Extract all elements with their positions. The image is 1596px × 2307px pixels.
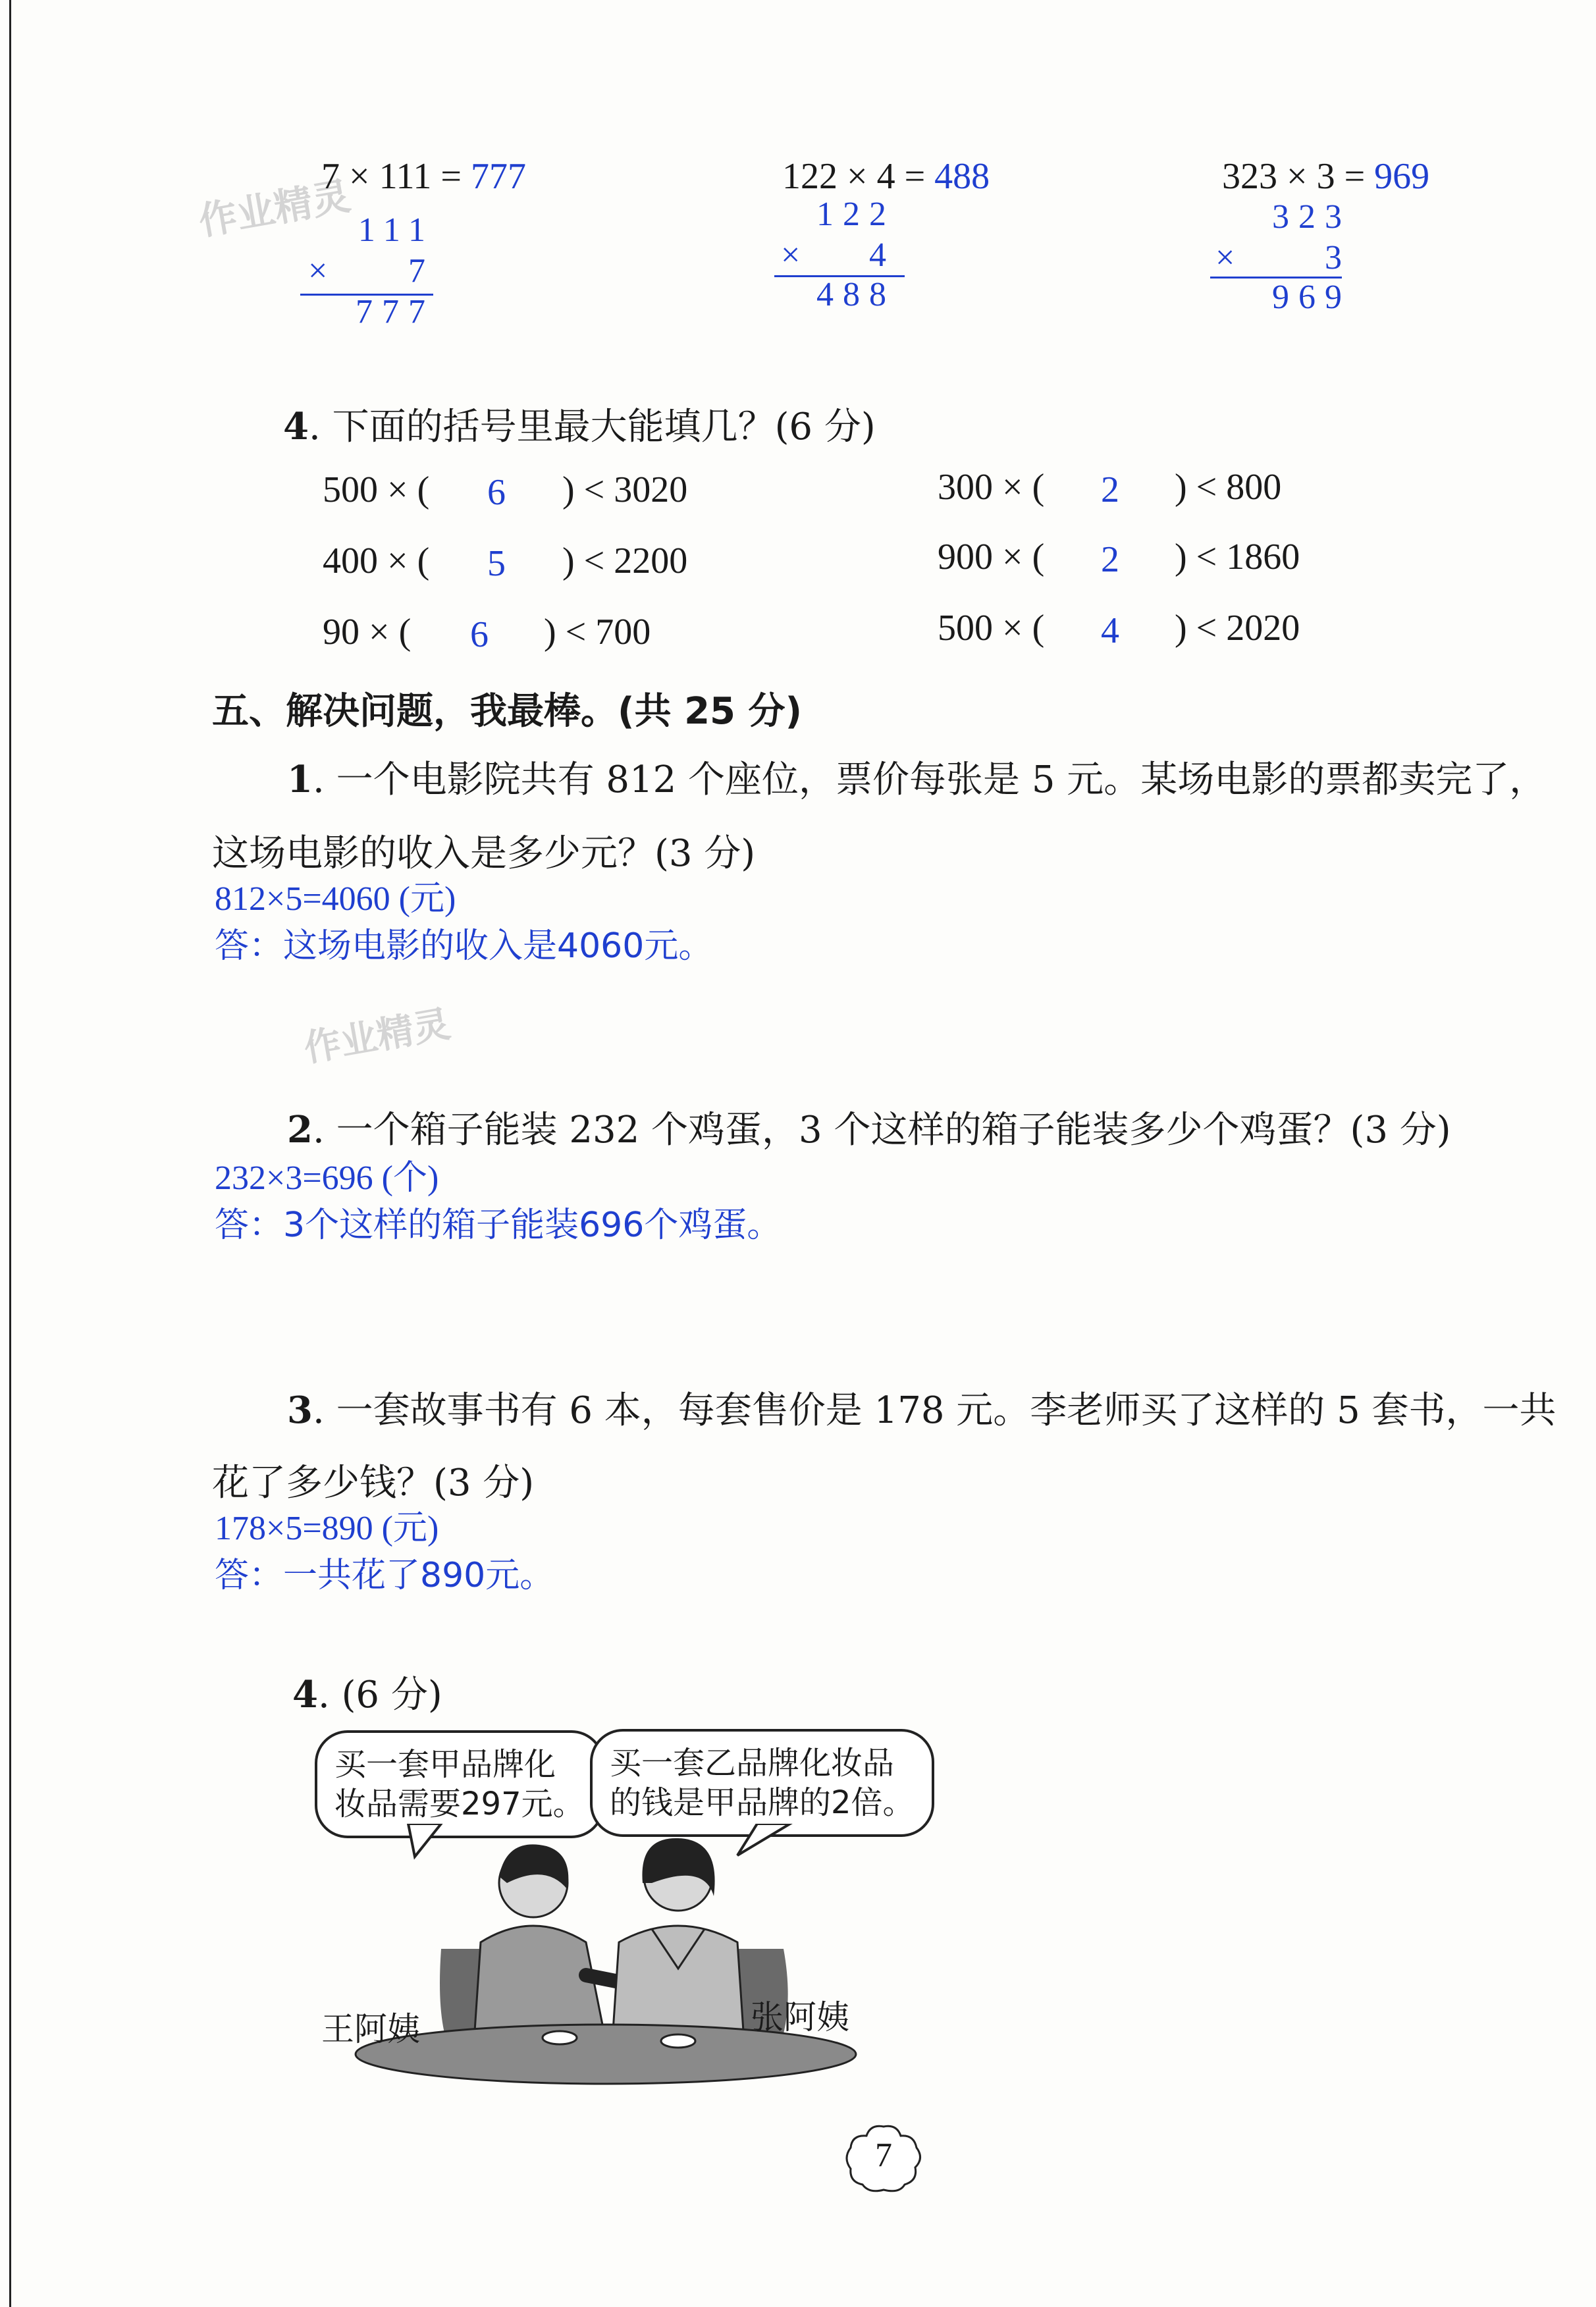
equation-answer: 969 bbox=[1374, 156, 1430, 197]
problem-text: . 一套故事书有 6 本，每套售价是 178 元。李老师买了这样的 5 套书，一共 bbox=[312, 1389, 1556, 1432]
fill-row: 400 × ( bbox=[323, 541, 430, 581]
fill-answer: 5 bbox=[487, 543, 506, 584]
watermark: 作业精灵 bbox=[300, 1002, 454, 1071]
equation: 7 × 111 = bbox=[321, 156, 462, 197]
bubble-line: 买一套甲品牌化 bbox=[334, 1746, 556, 1783]
bubble-line: 妆品需要297元。 bbox=[334, 1786, 585, 1822]
calc-bottom: 3 bbox=[1325, 239, 1351, 277]
section-heading: 五、解决问题，我最棒。(共 25 分) bbox=[212, 690, 803, 733]
fill-answer: 4 bbox=[1101, 610, 1119, 651]
problem-1-line1 bbox=[287, 751, 1546, 803]
speech-bubble-zhang bbox=[590, 1729, 934, 1837]
fill-row: 90 × ( bbox=[323, 612, 412, 652]
fill-answer: 6 bbox=[487, 472, 506, 513]
vertical-calc-1 bbox=[321, 155, 526, 198]
calc-result: 488 bbox=[816, 276, 895, 313]
fill-row-tail: ) < 2200 bbox=[562, 541, 688, 581]
fill-row-tail: ) < 1860 bbox=[1175, 537, 1300, 577]
problem-number: 3 bbox=[287, 1389, 313, 1432]
calc-top: 122 bbox=[816, 196, 895, 233]
multiply-sign: × bbox=[308, 252, 328, 290]
calc-top: 323 bbox=[1272, 198, 1351, 236]
bubble-line: 买一套乙品牌化妆品 bbox=[610, 1745, 895, 1782]
problem-4-title bbox=[292, 1666, 442, 1718]
multiply-sign: × bbox=[1215, 239, 1235, 277]
question-number: 4 bbox=[283, 405, 309, 448]
problem-2-calc: 232×3=696 (个) bbox=[215, 1159, 439, 1197]
equation-answer: 488 bbox=[934, 156, 990, 197]
calc-bottom: 7 bbox=[408, 252, 435, 290]
bubble-line: 的钱是甲品牌的2倍。 bbox=[610, 1784, 915, 1821]
teacup-left bbox=[543, 2031, 577, 2044]
fill-row-tail: ) < 800 bbox=[1175, 467, 1282, 508]
name-label-wang: 王阿姨 bbox=[321, 2010, 420, 2048]
calc-result: 969 bbox=[1272, 278, 1351, 316]
page-number: 7 bbox=[875, 2136, 892, 2174]
problem-text: . (6 分) bbox=[317, 1674, 442, 1716]
name-label-zhang: 张阿姨 bbox=[751, 1998, 849, 2036]
equation: 122 × 4 = bbox=[782, 156, 926, 197]
problem-3-line1 bbox=[287, 1381, 1556, 1434]
problem-number: 1 bbox=[287, 758, 313, 801]
vertical-calc-2 bbox=[782, 155, 990, 198]
fill-row: 900 × ( bbox=[938, 537, 1045, 577]
problem-1-line2: 这场电影的收入是多少元？(3 分) bbox=[212, 832, 756, 875]
vertical-calc-3 bbox=[1222, 155, 1429, 198]
page-edge-line bbox=[9, 0, 11, 2307]
fill-answer: 6 bbox=[470, 614, 489, 655]
fill-row-tail: ) < 2020 bbox=[1175, 608, 1300, 649]
bubble-tail bbox=[737, 1824, 790, 1855]
problem-3-line2: 花了多少钱？(3 分) bbox=[212, 1462, 535, 1504]
teacup-right bbox=[661, 2034, 695, 2048]
calc-top: 111 bbox=[358, 211, 435, 249]
fill-row-tail: ) < 700 bbox=[544, 612, 651, 652]
problem-number: 2 bbox=[287, 1108, 313, 1152]
multiply-sign: × bbox=[781, 236, 801, 274]
problem-text: . 一个电影院共有 812 个座位，票价每张是 5 元。某场电影的票都卖完了， bbox=[312, 758, 1547, 801]
problem-number: 4 bbox=[292, 1673, 318, 1716]
calc-bottom: 4 bbox=[869, 236, 895, 274]
calc-result: 777 bbox=[356, 293, 435, 331]
speech-bubble-wang bbox=[315, 1730, 604, 1838]
problem-1-answer: 答：这场电影的收入是4060元。 bbox=[215, 926, 713, 966]
watermark: 作业精灵 bbox=[195, 173, 354, 244]
equation-answer: 777 bbox=[471, 156, 527, 197]
bubble-tail bbox=[408, 1824, 441, 1857]
problem-1-calc: 812×5=4060 (元) bbox=[215, 880, 456, 918]
q4-title bbox=[283, 398, 876, 450]
problem-text: . 一个箱子能装 232 个鸡蛋，3 个这样的箱子能装多少个鸡蛋？(3 分) bbox=[312, 1109, 1451, 1152]
fill-answer: 2 bbox=[1101, 469, 1119, 510]
problem-3-answer: 答：一共花了890元。 bbox=[215, 1556, 554, 1595]
fill-row: 500 × ( bbox=[938, 608, 1045, 649]
fill-row-tail: ) < 3020 bbox=[562, 469, 688, 510]
question-text: . 下面的括号里最大能填几？(6 分) bbox=[308, 406, 876, 448]
fill-answer: 2 bbox=[1101, 539, 1119, 580]
fill-row: 300 × ( bbox=[938, 467, 1045, 508]
problem-2-answer: 答：3个这样的箱子能装696个鸡蛋。 bbox=[215, 1206, 782, 1245]
problem-3-calc: 178×5=890 (元) bbox=[215, 1510, 439, 1547]
problem-2-line1 bbox=[287, 1101, 1451, 1154]
fill-row: 500 × ( bbox=[323, 469, 430, 510]
equation: 323 × 3 = bbox=[1222, 156, 1366, 197]
